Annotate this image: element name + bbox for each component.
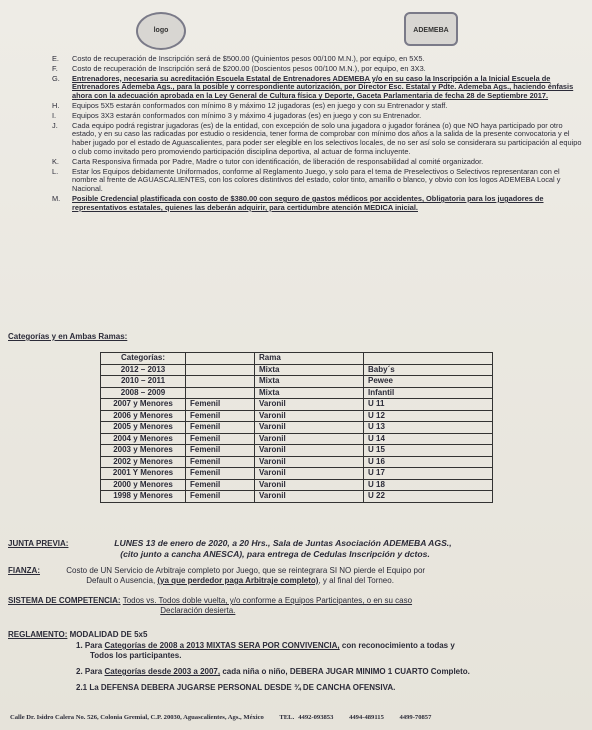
table-cell: U 22 bbox=[364, 491, 493, 503]
list-item-letter: F. bbox=[52, 63, 58, 73]
list-item-letter: J. bbox=[52, 120, 58, 130]
table-cell: Femenil bbox=[186, 479, 255, 491]
junta-section bbox=[8, 538, 452, 560]
list-item-text: Equipos 3X3 estarán conformados con mínimo 3 y máximo 4 jugadoras (es) en juego y con su Entrenador. bbox=[72, 110, 422, 120]
table-cell: 2007 y Menores bbox=[101, 399, 186, 411]
list-item-text: Entrenadores, necesaria su acreditación Escuela Estatal de Entrenadores ADEMEBA y/o en su caso la Inscripción a la Inicial Escuela de Entrenadores Ademeba Ags., para la posible y correspondiente autorización, por Director Esc. Estatal y Pdte. Ademeba Ags., haciendo énfasis ahora con la adecuación aprobada en la Ley General de Cultura física y Deporte, Gaceta Parlamentaria de fecha 28 de Septiembre 2017. bbox=[72, 73, 574, 101]
table-cell: Varonil bbox=[255, 399, 364, 411]
requirements-list bbox=[52, 55, 582, 214]
reglamento-rule-2: 2. Para Categorías desde 2003 a 2007, cada niña o niño, DEBERA JUGAR MINIMO 1 CUARTO Completo. bbox=[76, 667, 470, 676]
list-item bbox=[52, 65, 582, 74]
table-cell: U 18 bbox=[364, 479, 493, 491]
list-item-text: Equipos 5X5 estarán conformados con mínimo 8 y máximo 12 jugadoras (es) en juego y con su Entrenador y staff. bbox=[72, 100, 448, 110]
list-item-letter: I. bbox=[52, 110, 57, 120]
table-cell: Femenil bbox=[186, 422, 255, 434]
list-item bbox=[52, 55, 582, 64]
table-row bbox=[101, 422, 493, 434]
table-row bbox=[101, 376, 493, 388]
table-cell: Femenil bbox=[186, 468, 255, 480]
table-cell: Mixta bbox=[255, 364, 364, 376]
list-item-letter: K. bbox=[52, 156, 59, 166]
table-cell: Varonil bbox=[255, 468, 364, 480]
fianza-section bbox=[8, 566, 425, 586]
categories-heading: Categorías y en Ambas Ramas: bbox=[8, 332, 128, 341]
table-cell: 2010 – 2011 bbox=[101, 376, 186, 388]
table-row bbox=[101, 479, 493, 491]
table-cell: Categorías: bbox=[101, 353, 186, 365]
list-item-letter: L. bbox=[52, 166, 59, 176]
table-cell: Varonil bbox=[255, 456, 364, 468]
footer-tel-2: 4494-489115 bbox=[349, 714, 384, 721]
table-cell: 2004 y Menores bbox=[101, 433, 186, 445]
junta-line1: LUNES 13 de enero de 2020, a 20 Hrs., Sala de Juntas Asociación ADEMEBA AGS., bbox=[114, 538, 452, 548]
table-cell: 2006 y Menores bbox=[101, 410, 186, 422]
footer-tel-3: 4499-70857 bbox=[399, 714, 432, 721]
table-cell: Femenil bbox=[186, 433, 255, 445]
list-item-text: Carta Responsiva firmada por Padre, Madre o tutor con identificación, de liberación de responsabilidad al comité organizador. bbox=[72, 156, 484, 166]
table-row bbox=[101, 445, 493, 457]
table-row bbox=[101, 410, 493, 422]
list-item bbox=[52, 112, 582, 121]
table-cell: U 17 bbox=[364, 468, 493, 480]
footer-address-text: Calle Dr. Isidro Calera No. 526, Colonia Gremial, C.P. 20030, Aguascalientes, Ags., México bbox=[10, 714, 264, 721]
list-item bbox=[52, 195, 582, 213]
table-cell: Mixta bbox=[255, 376, 364, 388]
table-cell: Mixta bbox=[255, 387, 364, 399]
table-cell: Varonil bbox=[255, 445, 364, 457]
table-cell: U 15 bbox=[364, 445, 493, 457]
table-cell: Infantil bbox=[364, 387, 493, 399]
footer-address bbox=[10, 714, 590, 721]
table-cell: Rama bbox=[255, 353, 364, 365]
table-cell: Pewee bbox=[364, 376, 493, 388]
table-cell: 2002 y Menores bbox=[101, 456, 186, 468]
table-cell: Varonil bbox=[255, 433, 364, 445]
list-item bbox=[52, 122, 582, 157]
table-row bbox=[101, 433, 493, 445]
reglamento-rule-1: 1. Para Categorías de 2008 a 2013 MIXTAS SERA POR CONVIVENCIA, con reconocimiento a todas y Todos los participantes. bbox=[76, 641, 455, 660]
sistema-line1: Todos vs. Todos doble vuelta, y/o conforme a Equipos Participantes, o en su caso bbox=[122, 596, 413, 605]
table-cell: Varonil bbox=[255, 491, 364, 503]
list-item-letter: H. bbox=[52, 100, 60, 110]
table-cell bbox=[364, 353, 493, 365]
footer-tel-label: TEL. bbox=[279, 714, 295, 721]
table-cell: Femenil bbox=[186, 410, 255, 422]
list-item bbox=[52, 102, 582, 111]
list-item-text: Costo de recuperación de Inscripción será de $200.00 (Doscientos pesos 00/100 M.N.), por equipo, en 3X3. bbox=[72, 63, 426, 73]
list-item bbox=[52, 158, 582, 167]
table-cell: U 16 bbox=[364, 456, 493, 468]
fianza-line2b: (ya que perdedor paga Arbitraje completo) bbox=[157, 576, 319, 585]
table-cell: 2008 – 2009 bbox=[101, 387, 186, 399]
table-cell bbox=[186, 387, 255, 399]
list-item-letter: M. bbox=[52, 193, 61, 203]
table-cell bbox=[186, 364, 255, 376]
table-cell: U 13 bbox=[364, 422, 493, 434]
association-logo-left: logo bbox=[136, 12, 186, 50]
table-cell: 1998 y Menores bbox=[101, 491, 186, 503]
fianza-label: FIANZA: bbox=[8, 566, 40, 575]
table-cell: Femenil bbox=[186, 445, 255, 457]
fianza-line2c: , y al final del Torneo. bbox=[318, 576, 394, 585]
table-row bbox=[101, 387, 493, 399]
table-cell: Varonil bbox=[255, 410, 364, 422]
table-cell: Varonil bbox=[255, 479, 364, 491]
table-row bbox=[101, 353, 493, 365]
list-item bbox=[52, 75, 582, 101]
table-cell bbox=[186, 376, 255, 388]
table-cell: Femenil bbox=[186, 399, 255, 411]
sistema-label: SISTEMA DE COMPETENCIA: bbox=[8, 596, 121, 605]
list-item-letter: G. bbox=[52, 73, 60, 83]
table-cell: Baby´s bbox=[364, 364, 493, 376]
footer-tel-1: 4492-093853 bbox=[298, 714, 334, 721]
table-cell: 2005 y Menores bbox=[101, 422, 186, 434]
table-cell: U 14 bbox=[364, 433, 493, 445]
table-row bbox=[101, 364, 493, 376]
ademeba-logo-right: ADEMEBA bbox=[404, 12, 458, 46]
junta-line2: (cito junto a cancha ANESCA), para entrega de Cedulas Inscripción y dctos. bbox=[120, 549, 430, 559]
sistema-section bbox=[8, 596, 412, 616]
list-item-text: Costo de recuperación de Inscripción será de $500.00 (Quinientos pesos 00/100 M.N.), por equipo, en 5X5. bbox=[72, 54, 425, 63]
table-cell: Femenil bbox=[186, 491, 255, 503]
table-cell: U 11 bbox=[364, 399, 493, 411]
table-cell: Femenil bbox=[186, 456, 255, 468]
table-row bbox=[101, 456, 493, 468]
fianza-line2a: Default o Ausencia, bbox=[86, 576, 158, 585]
list-item bbox=[52, 168, 582, 194]
list-item-letter: E. bbox=[52, 54, 59, 63]
reglamento-section bbox=[8, 630, 588, 693]
table-cell bbox=[186, 353, 255, 365]
junta-label: JUNTA PREVIA: bbox=[8, 539, 69, 548]
table-row bbox=[101, 399, 493, 411]
list-item-text: Posible Credencial plastificada con costo de $380.00 con seguro de gastos médicos por accidentes, Obligatoria para los jugadores de representativos estatales, quienes las deberán adquirir, para certidumbre atención MEDICA inicial. bbox=[72, 193, 544, 212]
table-cell: 2001 Y Menores bbox=[101, 468, 186, 480]
reglamento-rule-2-1: 2.1 La DEFENSA DEBERA JUGARSE PERSONAL DESDE ¾ DE CANCHA OFENSIVA. bbox=[76, 683, 396, 692]
table-cell: 2012 – 2013 bbox=[101, 364, 186, 376]
table-cell: 2003 y Menores bbox=[101, 445, 186, 457]
sistema-line2: Declaración desierta. bbox=[160, 606, 236, 615]
reglamento-title: MODALIDAD DE 5x5 bbox=[69, 630, 148, 639]
list-item-text: Cada equipo podrá registrar jugadoras (es) de la entidad, con excepción de solo una jugadora o jugador foránea (o) que NO haya participado por otro estado, y en su caso las radicadas por estudio o residencia, tener forma de comprobar con mínimo dos años a la salida de la presente convocatoria y el haber jugado por el estado de Aguascalientes, para poder ser elegible en los selectivos locales, de no ser así solo se considerara su participación al equipo o club como invitado pero promoviendo participación disciplina deportiva, al actuar de forma incluyente. bbox=[72, 120, 582, 156]
reglamento-label: REGLAMENTO: bbox=[8, 630, 68, 639]
table-cell: 2000 y Menores bbox=[101, 479, 186, 491]
fianza-line1: Costo de UN Servicio de Arbitraje completo por Juego, que se reintegrara SI NO pierde el Equipo por bbox=[66, 566, 426, 575]
table-row bbox=[101, 491, 493, 503]
table-row bbox=[101, 468, 493, 480]
table-cell: Varonil bbox=[255, 422, 364, 434]
list-item-text: Estar los Equipos debidamente Uniformados, conforme al Reglamento Juego, y solo para el tema de Preselectivos o Selectivos representaran con el nombre al frente de AGUASCALIENTES, con los colores distintivos del estado, color tinto, amarillo o blanco, y obvio con los logos ADEMEBA Local y Nacional. bbox=[72, 166, 561, 194]
categories-table bbox=[100, 352, 493, 503]
table-cell: U 12 bbox=[364, 410, 493, 422]
